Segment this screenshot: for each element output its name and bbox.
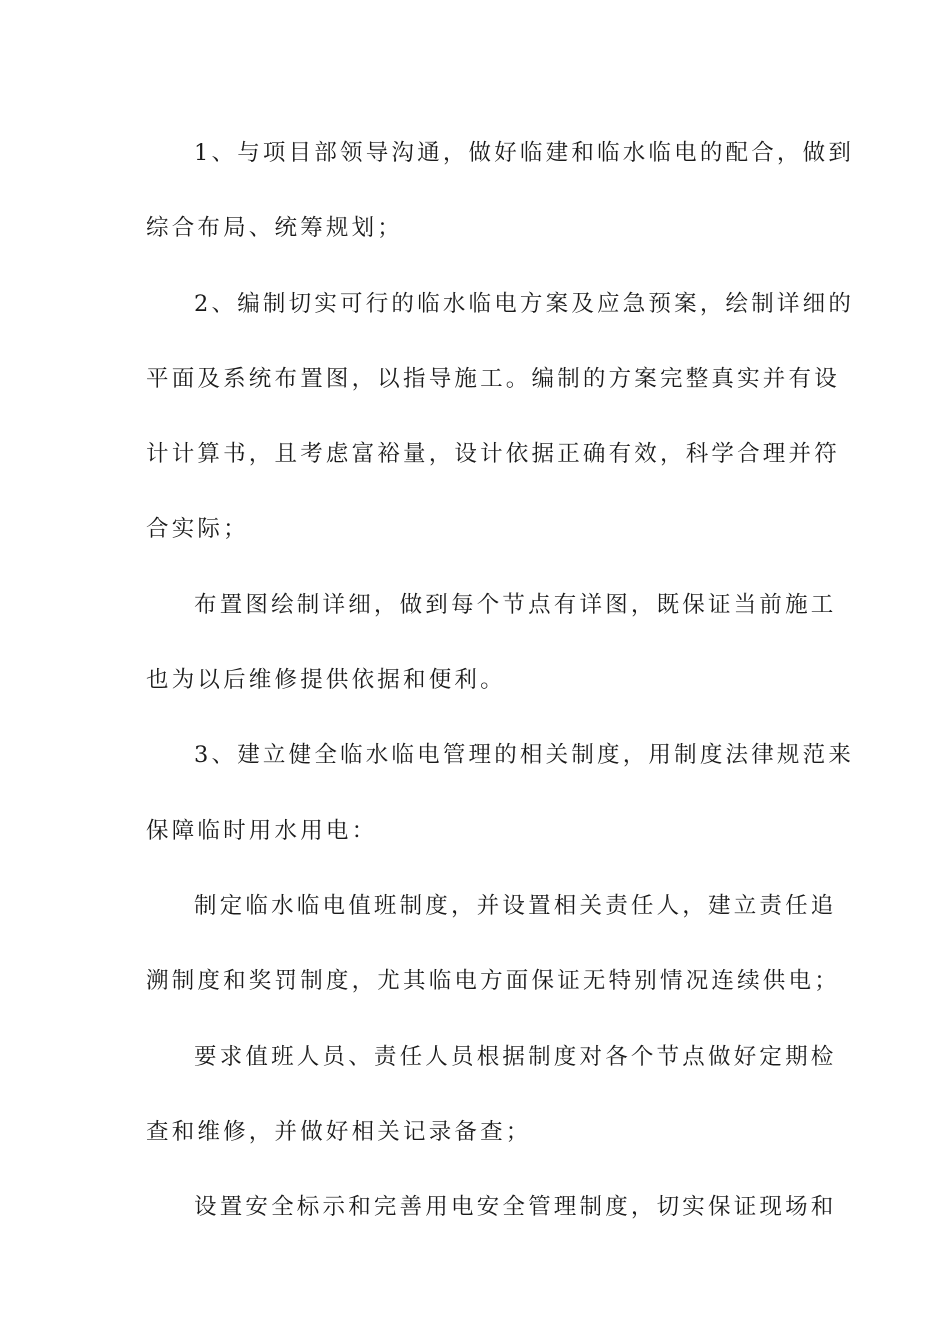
text-line-1: 1、与项目部领导沟通，做好临建和临水临电的配合，做到 xyxy=(194,140,855,166)
text-line-3: 2、编制切实可行的临水临电方案及应急预案，绘制详细的 xyxy=(194,290,855,317)
text-line-14: 查和维修，并做好相关记录备查； xyxy=(146,1118,532,1145)
text-line-11: 制定临水临电值班制度，并设置相关责任人，建立责任追 xyxy=(194,892,837,919)
text-line-7: 布置图绘制详细，做到每个节点有详图，既保证当前施工 xyxy=(194,591,837,618)
text-line-12: 溯制度和奖罚制度，尤其临电方面保证无特别情况连续供电； xyxy=(146,968,840,995)
text-line-8: 也为以后维修提供依据和便利。 xyxy=(146,667,506,694)
text-line-4: 平面及系统布置图，以指导施工。编制的方案完整真实并有设 xyxy=(146,365,840,392)
text-line-15: 设置安全标示和完善用电安全管理制度，切实保证现场和 xyxy=(194,1194,837,1221)
text-line-6: 合实际； xyxy=(146,516,249,543)
text-line-2: 综合布局、统筹规划； xyxy=(146,215,404,242)
text-line-10: 保障临时用水用电： xyxy=(146,817,378,844)
text-line-5: 计计算书，且考虑富裕量，设计依据正确有效，科学合理并符 xyxy=(146,441,840,468)
text-line-13: 要求值班人员、责任人员根据制度对各个节点做好定期检 xyxy=(194,1043,837,1070)
text-line-9: 3、建立健全临水临电管理的相关制度，用制度法律规范来 xyxy=(194,742,855,769)
document-body xyxy=(146,126,855,1255)
